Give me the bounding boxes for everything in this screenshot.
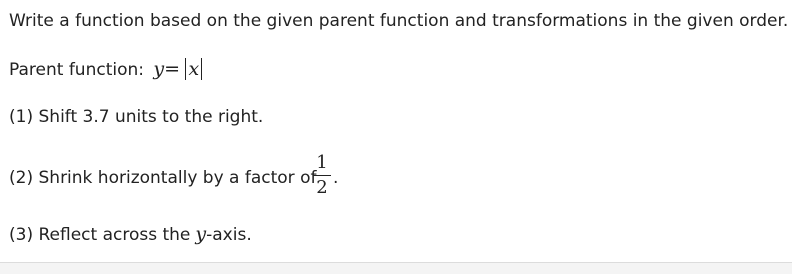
step-1-number: (1): [9, 107, 34, 127]
step-1: [9, 107, 263, 127]
absolute-value-expression: [185, 58, 202, 80]
step-3-text-before: Reflect across the: [38, 225, 191, 245]
step-1-text: Shift 3.7 units to the right.: [38, 107, 264, 127]
step-2-period: .: [333, 168, 339, 188]
step-2-number: (2): [9, 168, 34, 188]
parent-function-label: Parent function:: [9, 60, 144, 80]
parent-function-line: [9, 58, 202, 80]
parent-function-y: y: [153, 58, 165, 80]
fraction-bar: [313, 175, 331, 176]
step-3-number: (3): [9, 225, 34, 245]
instruction-text: Write a function based on the given parent function and transformations in the given order.: [9, 11, 789, 31]
step-2-text: Shrink horizontally by a factor of: [38, 168, 317, 188]
step-3: [9, 223, 252, 245]
equals-sign: =: [164, 58, 181, 80]
fraction-numerator: 1: [316, 152, 328, 173]
step-3-text-after: -axis.: [206, 225, 252, 245]
absolute-value-x: x: [185, 58, 202, 80]
step-3-variable-y: y: [195, 223, 207, 245]
step-2: [9, 168, 316, 188]
fraction-denominator: 2: [316, 177, 328, 198]
fraction-one-half: [313, 152, 331, 199]
bottom-strip: [0, 263, 792, 274]
